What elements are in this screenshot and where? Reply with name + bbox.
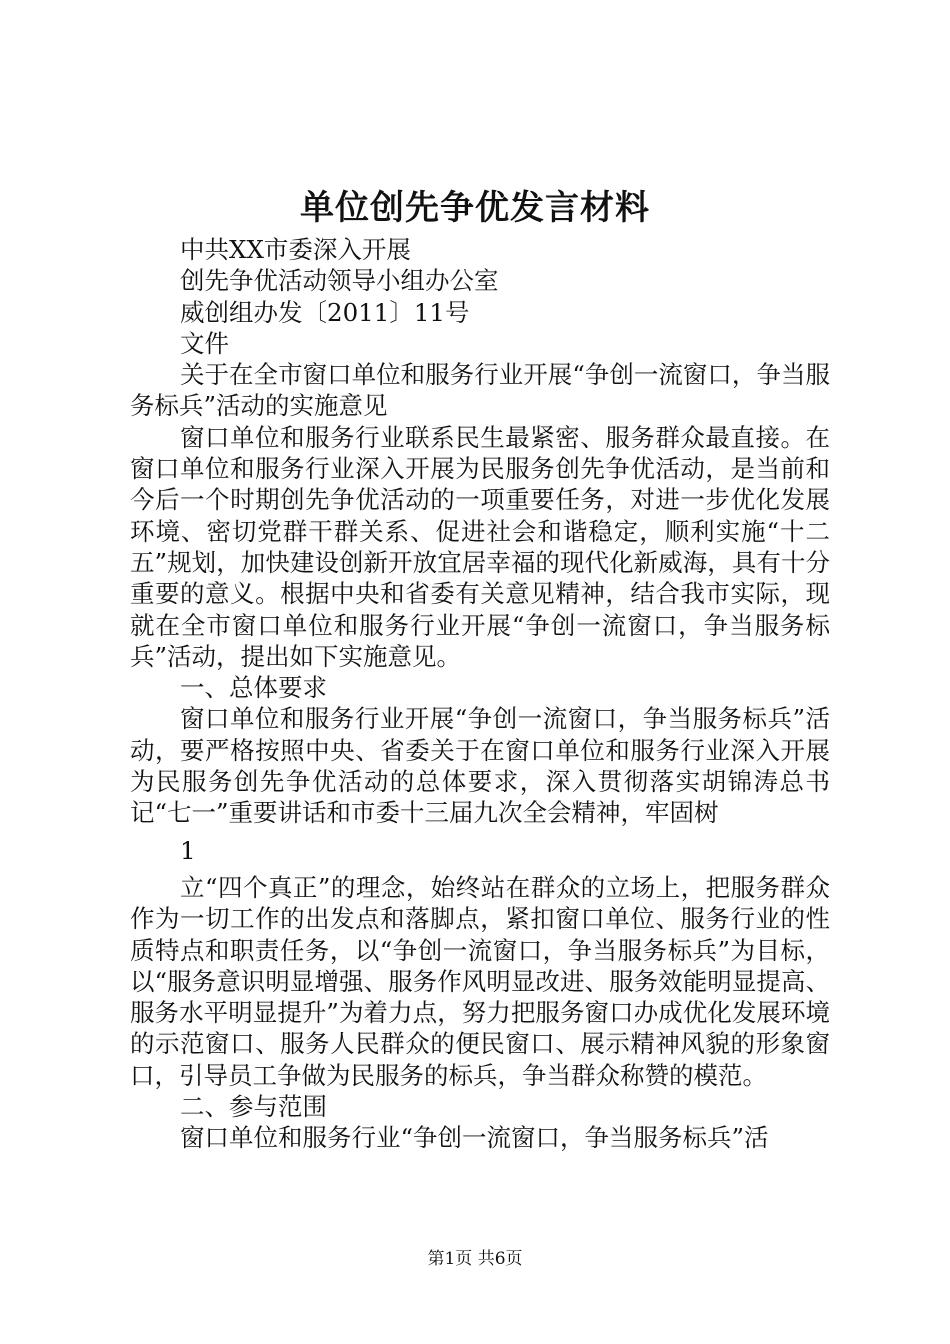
paragraph-1: 窗口单位和服务行业联系民生最紧密、服务群众最直接。在窗口单位和服务行业深入开展为民服务创先争优活动，是当前和今后一个时期创先争优活动的一项重要任务，对进一步优化发展环境、密切党群干群关系、促进社会和谐稳定，顺利实施“十二五”规划，加快建设创新开放宜居幸福的现代化新威海，具有十分重要的意义。根据中央和省委有关意见精神，结合我市实际，现就在全市窗口单位和服务行业开展“争创一流窗口，争当服务标兵”活动，提出如下实施意见。 <box>130 422 830 671</box>
page-footer: 第1页 共6页 <box>427 1249 523 1269</box>
header-line-4: 文件 <box>180 328 229 358</box>
section-heading-1: 一、总体要求 <box>180 673 327 703</box>
header-line-1: 中共XX市委深入开展 <box>180 235 411 264</box>
document-body <box>130 234 830 1154</box>
paragraph-3: 立“四个真正”的理念，始终站在群众的立场上，把服务群众作为一切工作的出发点和落脚点，紧扣窗口单位、服务行业的性质特点和职责任务，以“争创一流窗口，争当服务标兵”为目标，以“服务意识明显增强、服务作风明显改进、服务效能明显提高、服务水平明显提升”为着力点，努力把服务窗口办成优化发展环境的示范窗口、服务人民群众的便民窗口、展示精神风貌的形象窗口，引导员工争做为民服务的标兵，争当群众称赞的模范。 <box>130 872 830 1090</box>
inline-page-number: 1 <box>180 835 196 865</box>
section-heading-2: 二、参与范围 <box>180 1092 327 1122</box>
paragraph-2: 窗口单位和服务行业开展“争创一流窗口，争当服务标兵”活动，要严格按照中央、省委关于在窗口单位和服务行业深入开展为民服务创先争优活动的总体要求，深入贯彻落实胡锦涛总书记“七一”重要讲话和市委十三届九次全会精神，牢固树 <box>130 704 830 828</box>
document-subject: 关于在全市窗口单位和服务行业开展“争创一流窗口，争当服务标兵”活动的实施意见 <box>130 360 830 421</box>
header-line-2: 创先争优活动领导小组办公室 <box>180 266 499 296</box>
paragraph-4: 窗口单位和服务行业“争创一流窗口，争当服务标兵”活 <box>180 1123 769 1153</box>
document-title: 单位创先争优发言材料 <box>300 188 650 228</box>
header-line-3: 威创组办发〔2011〕11号 <box>180 297 470 327</box>
